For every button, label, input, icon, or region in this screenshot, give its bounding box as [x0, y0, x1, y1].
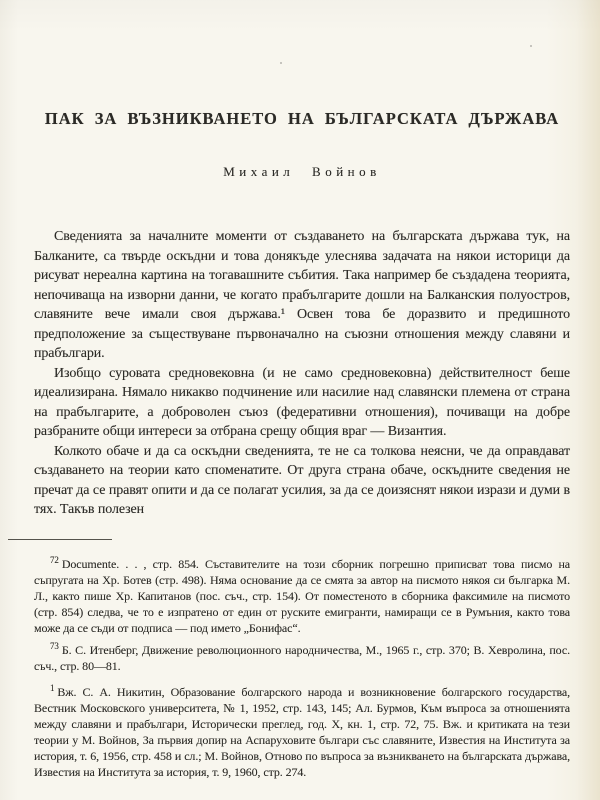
footnote-text: Вж. С. А. Никитин, Образование болгарского народа и возникновение болгарского государства, Вестник Московского университета, № 1, 1952, стр. 143, 145; Ал. Бурмов, Към въпроса за отношенията между славяни и прабългари, Исторически преглед, год. X, кн. 1, стр. 72, 75. Вж. и критиката на тези теории у М. Войнов, За първия допир на Аспаруховите българи със славяните, Известия на Института за история, т. 6, 1956, стр. 458 и сл.; М. Войнов, Отново по въпроса за възникването на българската държава, Известия на Института за история, т. 9, 1960, стр. 274. — [34, 684, 570, 779]
footnote-marker: 73 — [50, 640, 59, 651]
body-paragraph: Сведенията за началните моменти от създаването на българската държава тук, на Балканите, са твърде оскъдни и това донякъде улеснява задачата на някои историци да рисуват нереална картина на тогавашните събития. Така например бе създадена теорията, непочиваща на изворни данни, че когато прабългарите дошли на Балканския полуостров, славяните вече имали своя държава.¹ Освен това бе доразвито и предишното предположение за съществуване първоначално на съюзни отношения между славяни и прабългари. — [34, 229, 570, 361]
footnote-marker: 72 — [50, 554, 59, 565]
footnote-text: Б. С. Итенберг, Движение революционного народничества, М., 1965 г., стр. 370; В. Хевролина, пос. съч., стр. 80—81. — [34, 642, 570, 673]
footnote — [34, 684, 570, 780]
footnote-separator — [8, 539, 112, 540]
article-body — [34, 227, 570, 520]
body-paragraph: Колкото обаче и да са оскъдни сведенията, те не са толкова неясни, че да оправдават създаването на теории като споменатите. От друга страна обаче, оскъдните сведения не пречат да се правят опити и да се полагат усилия, за да се доизяснят някои изрази и думи в тях. Такъв полезен — [34, 443, 570, 517]
footnote — [34, 556, 570, 636]
body-paragraph: Изобщо суровата средновековна (и не само средновековна) действителност беше идеализирана. Нямало никакво подчинение или насилие над славянски племена от страна на прабългарите, а доброволен съюз (федеративни отношения), почиващи на добре разбраните общи интереси за отбрана срещу общия враг — Византия. — [34, 365, 570, 439]
scan-speck — [280, 62, 282, 64]
footnote-text: Documente. . . , стр. 854. Съставителите на този сборник погрешно приписват това писмо на съпругата на Хр. Ботев (стр. 498). Няма основание да се смята за автор на писмото някоя си българка М. Л., както пише Хр. Капитанов (пос. съч., стр. 154). От поместеното в сборника факсимиле на писмото (стр. 854) следва, че то е изпратено от един от руските емигранти, намиращи се в Румъния, както това може да се съди от подписа — под името „Бонифас“. — [34, 556, 570, 635]
footnote — [34, 642, 570, 674]
footnote-marker: 1 — [50, 682, 55, 693]
footnotes-section — [34, 556, 570, 780]
author-name: Михаил Войнов — [223, 164, 381, 179]
scan-speck — [530, 45, 532, 47]
page-title: ПАК ЗА ВЪЗНИКВАНЕТО НА БЪЛГАРСКАТА ДЪРЖАВА — [44, 109, 560, 128]
scan-speck — [43, 255, 45, 257]
